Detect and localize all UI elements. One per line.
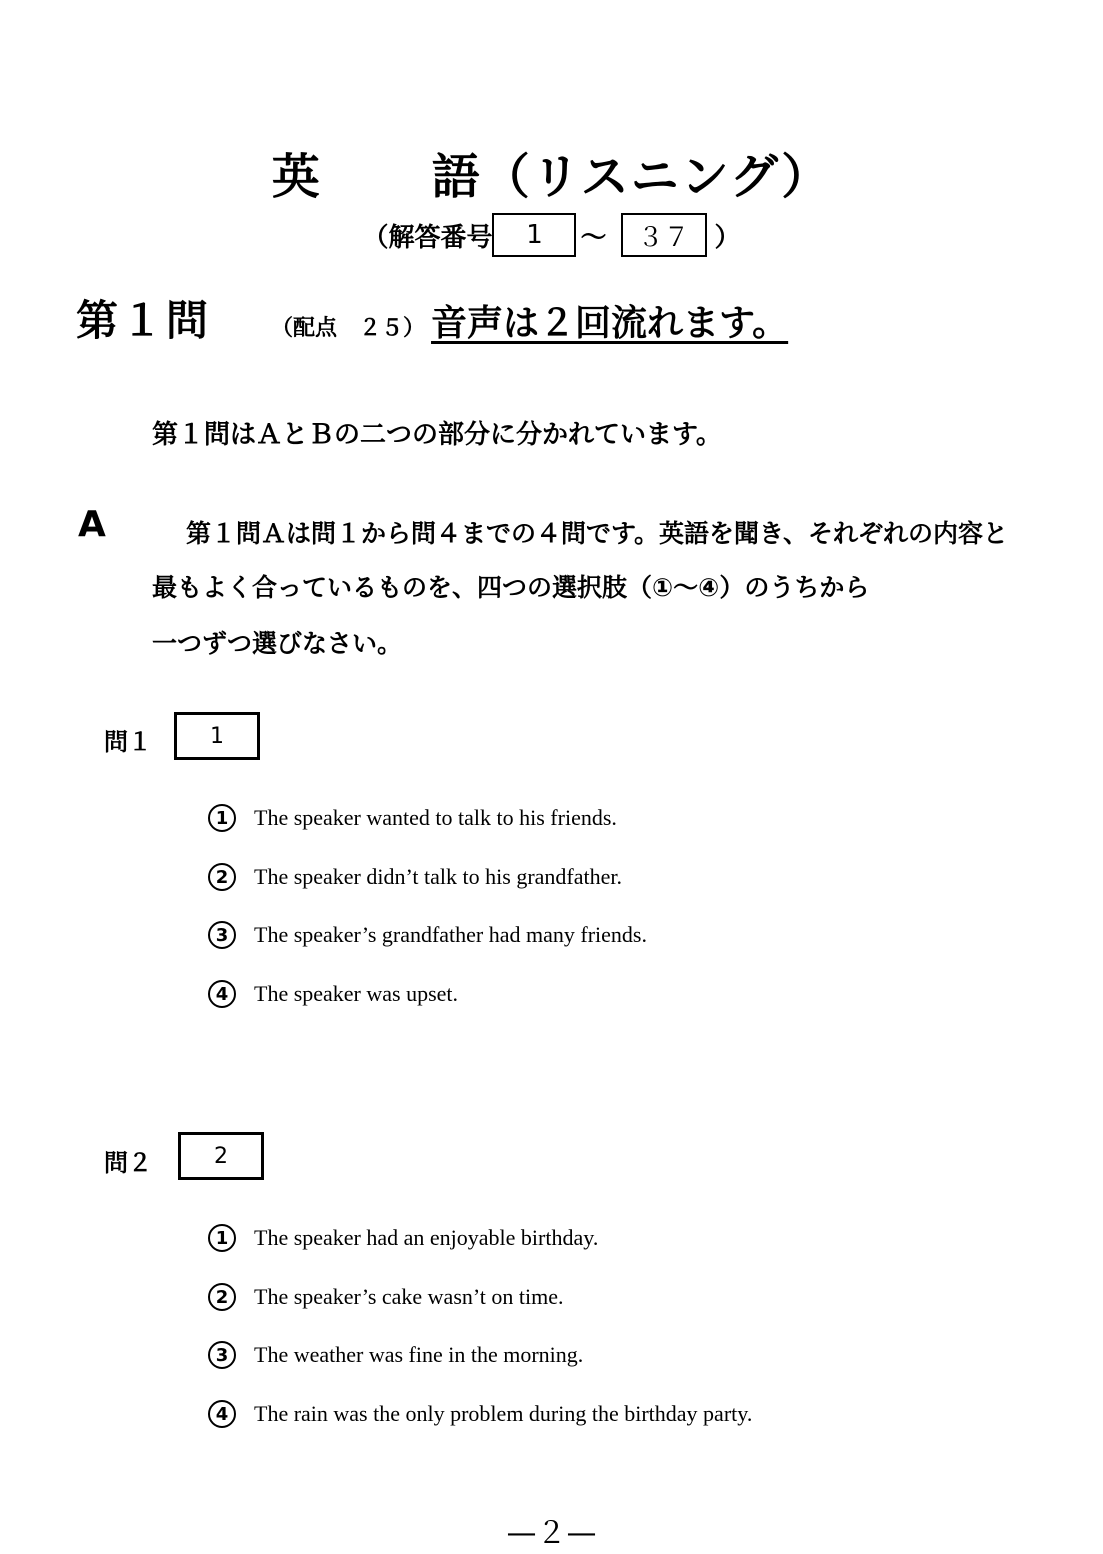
answer-range-start-box: 1: [492, 213, 576, 257]
option-marker: 2: [208, 863, 236, 891]
question1-heading: [76, 288, 788, 348]
section-a-letter: A: [78, 504, 106, 545]
answer-range-prefix: （解答番号: [362, 222, 493, 253]
q1-option-2: [208, 863, 622, 891]
title-part2: 語（リスニング）: [431, 149, 832, 205]
option-text: The weather was fine in the morning.: [254, 1342, 584, 1367]
q2-answer-box: 2: [178, 1132, 264, 1180]
q1-label: 問１: [104, 728, 152, 756]
question1-notice: 音声は２回流れます。: [431, 303, 789, 344]
q2-option-1: [208, 1224, 598, 1252]
answer-range-suffix: ）: [714, 222, 741, 253]
option-marker: 4: [208, 1400, 236, 1428]
option-text: The speaker had an enjoyable birthday.: [254, 1225, 599, 1250]
option-text: The rain was the only problem during the birthday party.: [254, 1401, 753, 1426]
section-a-line2: 最もよく合っているものを、四つの選択肢（①～④）のうちから: [152, 573, 870, 602]
q2-option-2: [208, 1283, 564, 1311]
page-title: [0, 138, 1103, 207]
intro-text: 第１問はＡとＢの二つの部分に分かれています。: [152, 420, 722, 450]
option-marker: 4: [208, 980, 236, 1008]
option-marker: 2: [208, 1283, 236, 1311]
q2-option-4: [208, 1400, 752, 1428]
q2-label: 問２: [104, 1149, 152, 1177]
q1-option-4: [208, 980, 458, 1008]
q2-option-3: [208, 1341, 583, 1369]
section-a-line3: 一つずつ選びなさい。: [152, 629, 403, 658]
question1-label: 第１問: [76, 296, 212, 345]
question1-points: （配点 ２５）: [271, 316, 426, 341]
option-text: The speaker was upset.: [254, 981, 459, 1006]
answer-range-end-box: ３７: [621, 213, 707, 257]
title-part1: 英: [271, 149, 322, 205]
option-text: The speaker wanted to talk to his friends.: [254, 805, 617, 830]
option-text: The speaker’s cake wasn’t on time.: [254, 1284, 564, 1309]
page-number: —２—: [506, 1516, 597, 1551]
q1-answer-box: 1: [174, 712, 260, 760]
option-text: The speaker didn’t talk to his grandfather.: [254, 864, 622, 889]
q1-option-1: [208, 804, 617, 832]
answer-range-tilde: ～: [580, 222, 607, 253]
option-marker: 1: [208, 1224, 236, 1252]
q1-option-3: [208, 921, 647, 949]
section-a-line1: 第１問Ａは問１から問４までの４問です。英語を聞き、それぞれの内容と: [186, 519, 1009, 548]
option-marker: 3: [208, 921, 236, 949]
option-text: The speaker’s grandfather had many friends.: [254, 922, 647, 947]
option-marker: 1: [208, 804, 236, 832]
option-marker: 3: [208, 1341, 236, 1369]
answer-range: [0, 213, 1103, 257]
